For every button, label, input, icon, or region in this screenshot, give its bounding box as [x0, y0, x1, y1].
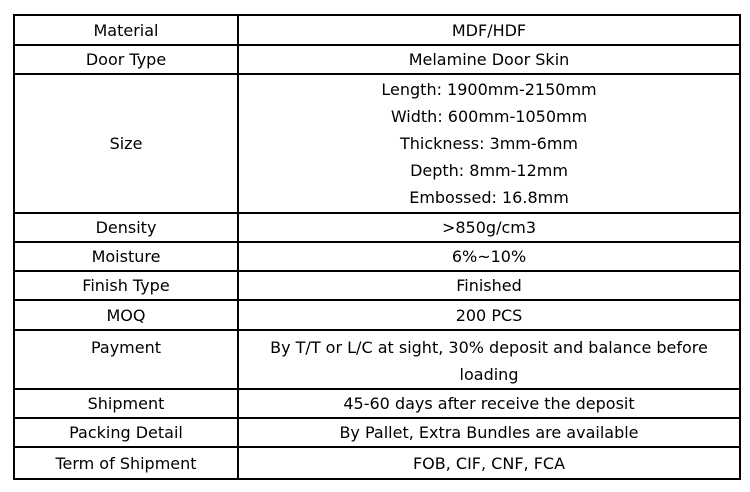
spec-value-moq: 200 PCS	[238, 300, 740, 330]
spec-value-shipment: 45-60 days after receive the deposit	[238, 389, 740, 418]
table-row-term-of-shipment	[14, 447, 740, 479]
spec-label-shipment: Shipment	[14, 389, 238, 418]
spec-label-material: Material	[14, 15, 238, 45]
spec-value-moisture: 6%~10%	[238, 242, 740, 271]
spec-value-material: MDF/HDF	[238, 15, 740, 45]
spec-value-size	[238, 74, 740, 213]
spec-value-density: >850g/cm3	[238, 213, 740, 242]
table-row-finish-type	[14, 271, 740, 300]
spec-label-payment: Payment	[14, 330, 238, 389]
spec-value-term-of-shipment: FOB, CIF, CNF, FCA	[238, 447, 740, 479]
spec-label-size: Size	[14, 74, 238, 213]
size-line-length: Length: 1900mm-2150mm	[381, 80, 597, 99]
spec-value-payment: By T/T or L/C at sight, 30% deposit and balance before loading	[238, 330, 740, 389]
table-row-payment	[14, 330, 740, 389]
table-row-density	[14, 213, 740, 242]
spec-label-density: Density	[14, 213, 238, 242]
size-line-depth: Depth: 8mm-12mm	[410, 161, 568, 180]
spec-label-term-of-shipment: Term of Shipment	[14, 447, 238, 479]
spec-label-finish-type: Finish Type	[14, 271, 238, 300]
spec-value-finish-type: Finished	[238, 271, 740, 300]
size-line-thickness: Thickness: 3mm-6mm	[399, 134, 579, 153]
table-row-moisture	[14, 242, 740, 271]
spec-label-door-type: Door Type	[14, 45, 238, 74]
spec-table	[13, 14, 741, 480]
spec-value-door-type: Melamine Door Skin	[238, 45, 740, 74]
spec-label-moisture: Moisture	[14, 242, 238, 271]
table-row-shipment	[14, 389, 740, 418]
table-row-moq	[14, 300, 740, 330]
size-line-width: Width: 600mm-1050mm	[390, 107, 588, 126]
table-row-material	[14, 15, 740, 45]
spec-label-packing-detail: Packing Detail	[14, 418, 238, 447]
table-row-size	[14, 74, 740, 213]
table-row-door-type	[14, 45, 740, 74]
spec-value-packing-detail: By Pallet, Extra Bundles are available	[238, 418, 740, 447]
size-line-embossed: Embossed: 16.8mm	[409, 188, 569, 207]
table-row-packing-detail	[14, 418, 740, 447]
spec-label-moq: MOQ	[14, 300, 238, 330]
